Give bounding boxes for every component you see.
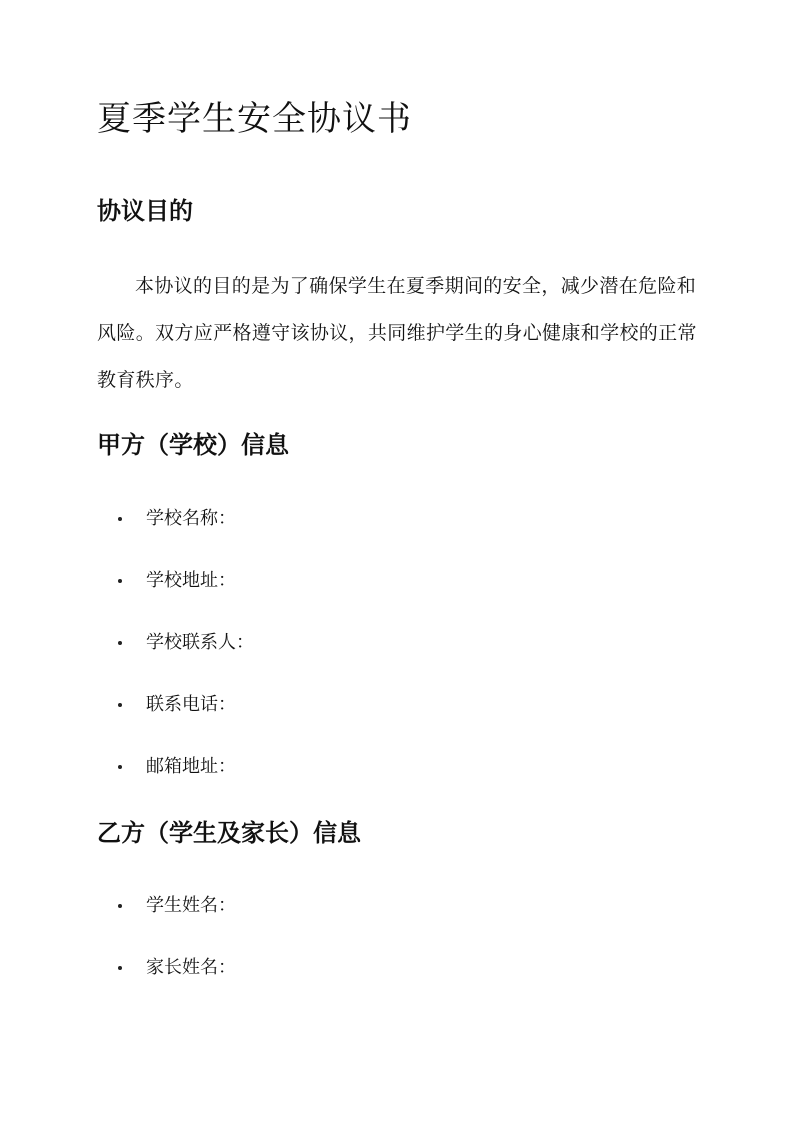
- section-heading-purpose: 协议目的: [97, 196, 193, 225]
- bullet-icon: [118, 765, 122, 769]
- purpose-paragraph: 本协议的目的是为了确保学生在夏季期间的安全，减少潜在危险和风险。双方应严格遵守该协议，共同维护学生的身心健康和学校的正常教育秩序。: [97, 275, 697, 391]
- bullet-icon: [118, 517, 122, 521]
- bullet-icon: [118, 579, 122, 583]
- section-heading-party-a: 甲方（学校）信息: [97, 430, 289, 459]
- page-title: 夏季学生安全协议书: [97, 99, 412, 139]
- bullet-icon: [118, 904, 122, 908]
- field-label: 邮箱地址：: [146, 756, 236, 777]
- field-label: 学校联系人：: [146, 632, 254, 653]
- field-label: 家长姓名：: [146, 957, 236, 978]
- field-label: 联系电话：: [146, 694, 236, 715]
- bullet-icon: [118, 966, 122, 970]
- bullet-icon: [118, 703, 122, 707]
- field-label: 学校名称：: [146, 508, 236, 529]
- section-heading-party-b: 乙方（学生及家长）信息: [97, 818, 361, 847]
- field-label: 学生姓名：: [146, 895, 236, 916]
- field-label: 学校地址：: [146, 570, 236, 591]
- bullet-icon: [118, 641, 122, 645]
